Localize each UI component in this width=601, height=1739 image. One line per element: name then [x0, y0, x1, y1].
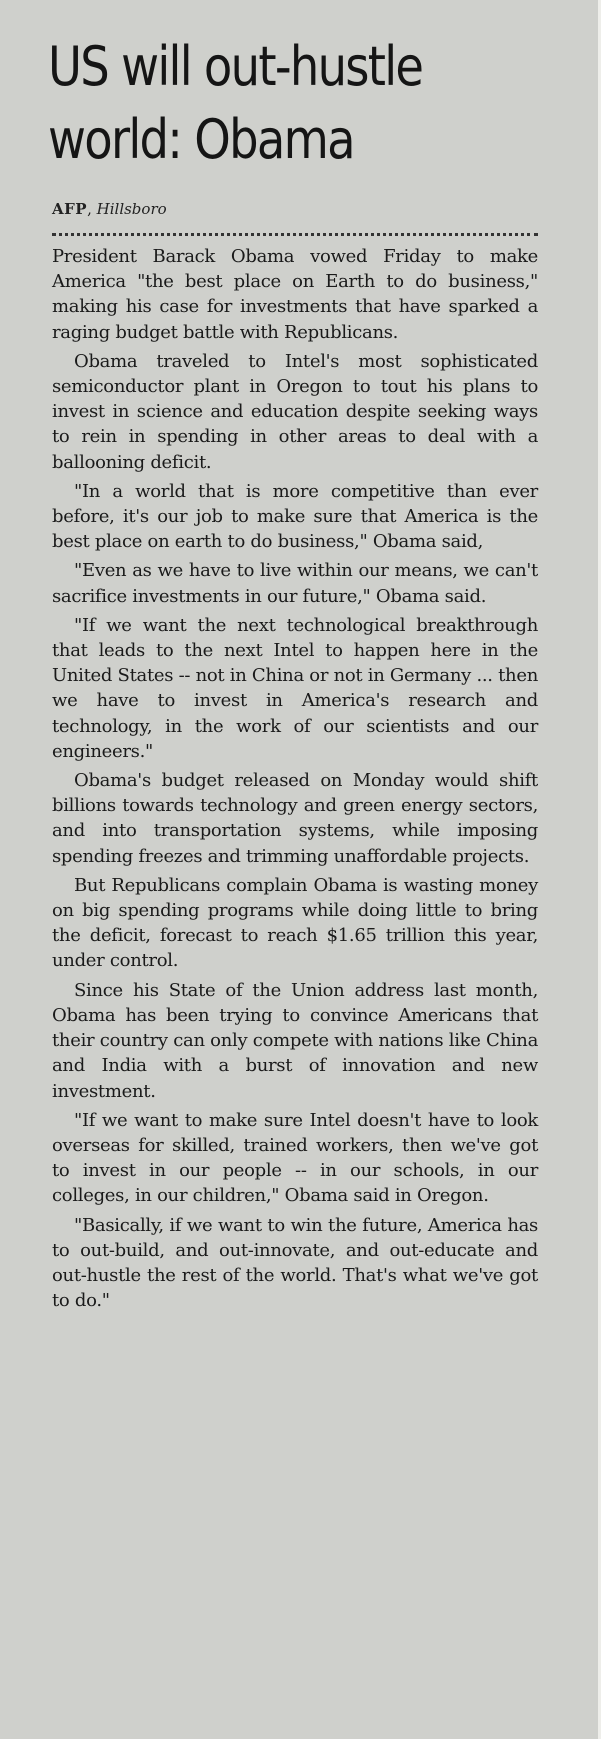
dotted-divider	[52, 233, 538, 236]
dateline-separator: ,	[87, 200, 92, 218]
headline-line-2: world: Obama	[48, 108, 354, 171]
paragraph-2: Obama traveled to Intel's most sophisticated semiconductor plant in Oregon to tout his plans to invest in science and education despite seeking ways to rein in spending in other areas to deal with a ballooning deficit.	[52, 350, 538, 473]
paragraph-6: Obama's budget released on Monday would shift billions towards technology and green energy sectors, and into transportation systems, while imposing spending freezes and trimming unaffordable projects.	[52, 770, 538, 867]
dateline-place: Hillsboro	[96, 200, 167, 218]
paragraph-3: "In a world that is more competitive than ever before, it's our job to make sure that America is the best place on earth to do business," Obama said,	[52, 480, 538, 553]
news-agency: AFP	[52, 200, 88, 218]
article-body	[52, 244, 538, 1313]
paragraph-7: But Republicans complain Obama is wasting money on big spending programs while doing little to bring the deficit, forecast to reach $1.65 trillion this year, under control.	[52, 874, 538, 972]
paragraph-9: "If we want to make sure Intel doesn't have to look overseas for skilled, trained workers, then we've got to invest in our people -- in our schools, in our colleges, in our children," Obama said in Oregon.	[52, 1109, 538, 1207]
article	[48, 30, 538, 1317]
paragraph-10: "Basically, if we want to win the future, America has to out-build, and out-innovate, and out-educate and out-hustle the rest of the world. That's what we've got to do."	[52, 1214, 538, 1312]
dateline	[52, 198, 538, 220]
paragraph-4: "Even as we have to live within our means, we can't sacrifice investments in our future," Obama said.	[52, 560, 538, 607]
headline-line-1: US will out-hustle	[48, 35, 423, 98]
paragraph-1: President Barack Obama vowed Friday to make America "the best place on Earth to do business," making his case for investments that have sparked a raging budget battle with Republicans.	[52, 246, 538, 343]
paragraph-5: "If we want the next technological breakthrough that leads to the next Intel to happen here in the United States -- not in China or not in Germany ... then we have to invest in America's research and technology, in the work of our scientists and our engineers."	[52, 614, 538, 762]
paragraph-8: Since his State of the Union address last month, Obama has been trying to convince Americans that their country can only compete with nations like China and India with a burst of innovation and new investment.	[52, 979, 538, 1102]
headline	[48, 30, 534, 176]
